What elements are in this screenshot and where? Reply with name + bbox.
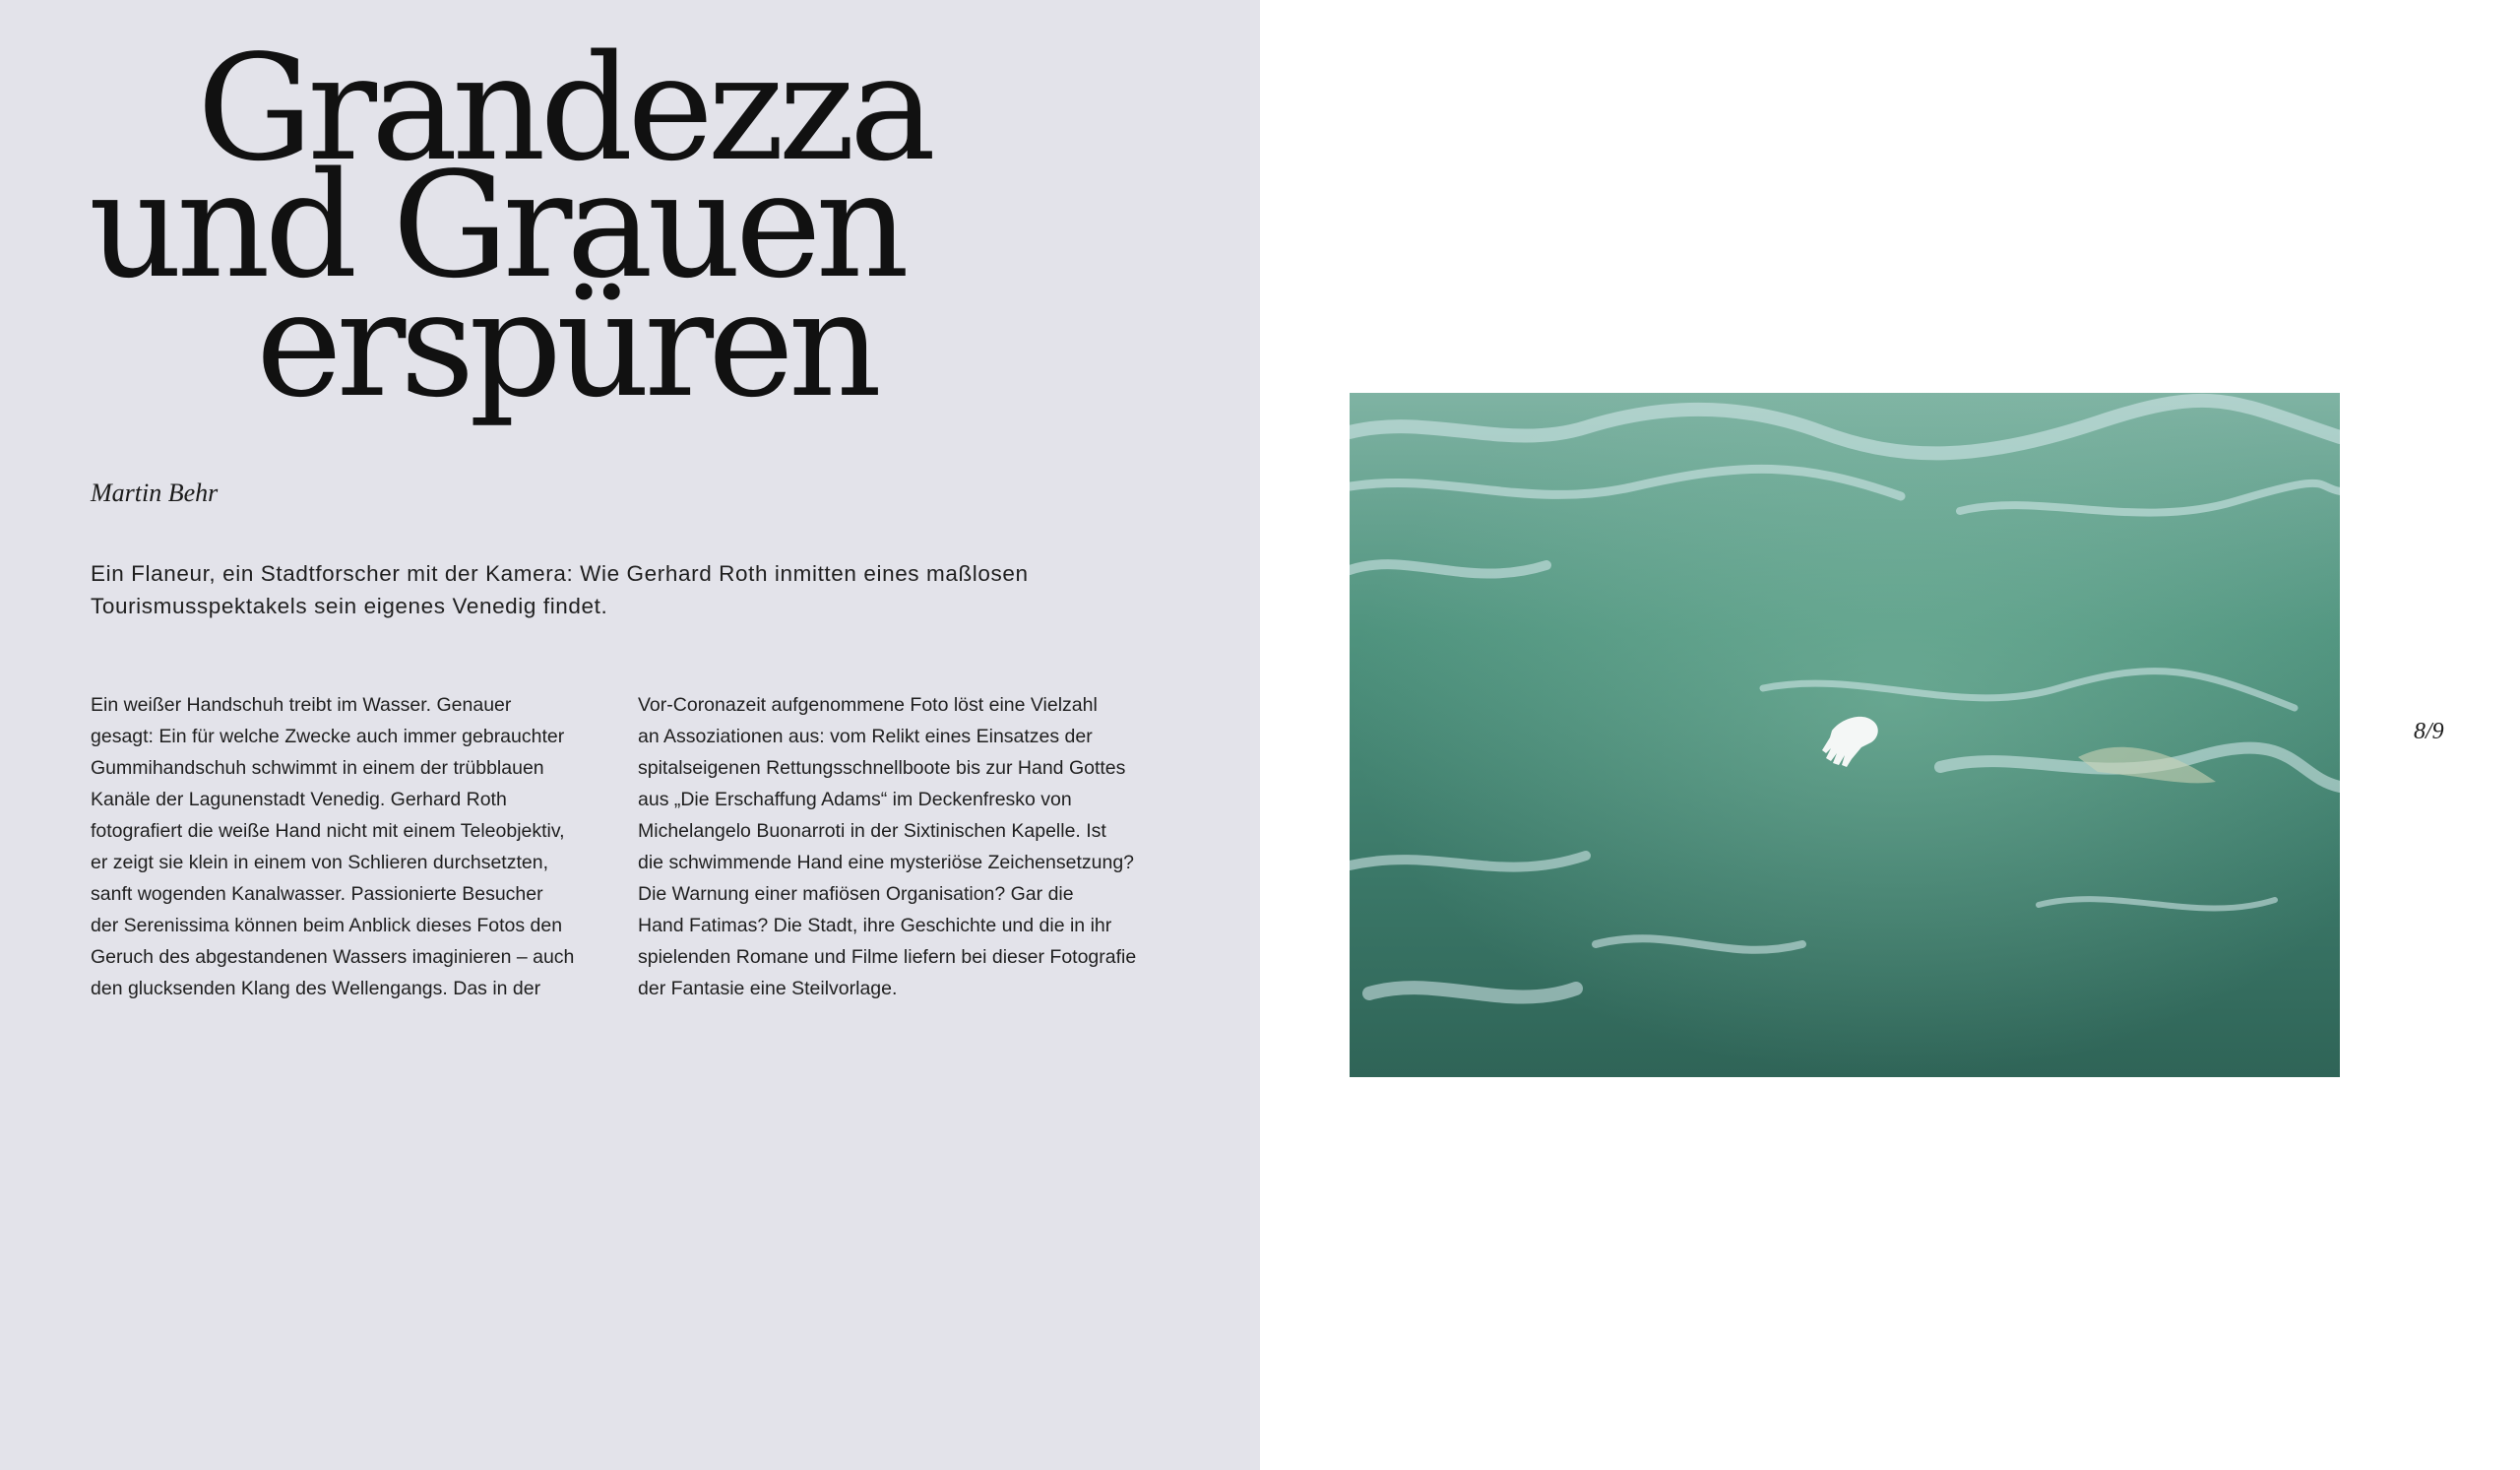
body-line: Hand Fatimas? Die Stadt, ihre Geschichte und die in ihr — [638, 915, 1112, 936]
body-line: Vor-Coronazeit aufgenommene Foto löst eine Vielzahl — [638, 694, 1098, 716]
body-line: Gummihandschuh schwimmt in einem der trübblauen — [91, 757, 544, 779]
title-line-3: erspüren — [256, 260, 876, 429]
title-line-1: Grandezza — [197, 24, 931, 193]
body-line: die schwimmende Hand eine mysteriöse Zeichensetzung? — [638, 852, 1135, 873]
body-line: den glucksenden Klang des Wellengangs. Das in der — [91, 978, 541, 999]
body-line: spielenden Romane und Filme liefern bei dieser Fotografie — [638, 946, 1137, 968]
body-line: gesagt: Ein für welche Zwecke auch immer gebrauchter — [91, 726, 565, 747]
body-line: Die Warnung einer mafiösen Organisation? Gar die — [638, 883, 1074, 905]
page-number: 8/9 — [2414, 719, 2444, 744]
body-line: der Fantasie eine Steilvorlage. — [638, 978, 898, 999]
title-line-2: und Grauen — [89, 141, 904, 310]
water-photo — [1350, 393, 2340, 1077]
body-column-2 — [638, 689, 1189, 1004]
body-line: Ein weißer Handschuh treibt im Wasser. Genauer — [91, 694, 512, 716]
body-line: an Assoziationen aus: vom Relikt eines Einsatzes der — [638, 726, 1093, 747]
body-line: fotografiert die weiße Hand nicht mit einem Teleobjektiv, — [91, 820, 565, 842]
body-line: Kanäle der Lagunenstadt Venedig. Gerhard Roth — [91, 789, 507, 810]
body-line: er zeigt sie klein in einem von Schlieren durchsetzten, — [91, 852, 548, 873]
author-byline: Martin Behr — [91, 479, 219, 507]
body-line: aus „Die Erschaffung Adams“ im Deckenfresko von — [638, 789, 1072, 810]
body-column-1 — [91, 689, 612, 1004]
body-line: Geruch des abgestandenen Wassers imaginieren – auch — [91, 946, 575, 968]
body-line: Michelangelo Buonarroti in der Sixtinischen Kapelle. Ist — [638, 820, 1106, 842]
body-line: sanft wogenden Kanalwasser. Passionierte Besucher — [91, 883, 543, 905]
body-line: spitalseigenen Rettungsschnellboote bis zur Hand Gottes — [638, 757, 1126, 779]
body-line: der Serenissima können beim Anblick dieses Fotos den — [91, 915, 563, 936]
lead-paragraph: Ein Flaneur, ein Stadtforscher mit der Kamera: Wie Gerhard Roth inmitten eines maßlosen Tourismusspektakels sein eigenes Venedig findet. — [91, 561, 1029, 618]
